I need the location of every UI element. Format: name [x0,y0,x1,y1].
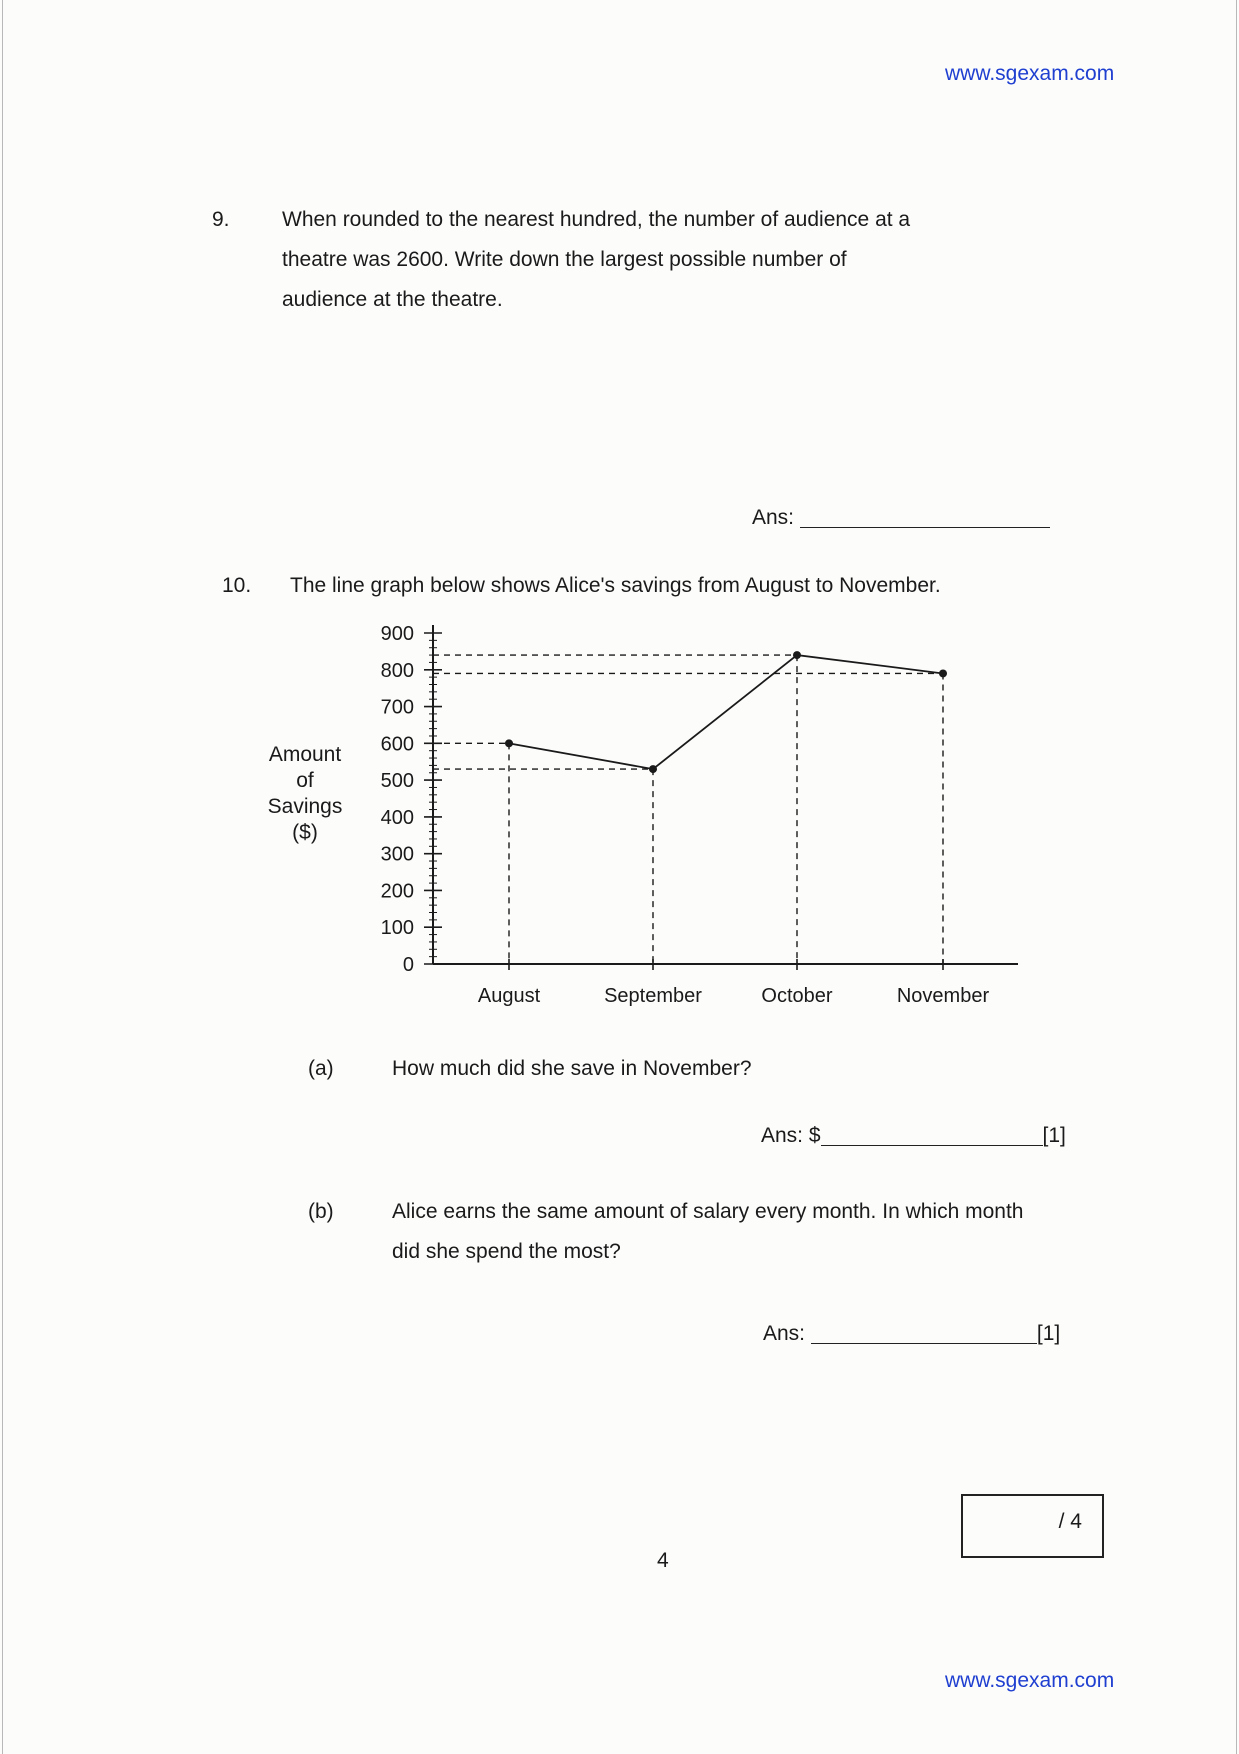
x-tick-label: August [477,985,541,1007]
q9-text [282,200,1022,320]
q10b-marks: [1] [1036,1322,1061,1345]
footer-website-link[interactable]: www.sgexam.com [945,1669,1115,1692]
q9-line-2: theatre was 2600. Write down the largest possible number of [282,248,847,271]
x-tick-label: October [761,985,833,1007]
q10-intro: The line graph below shows Alice's savings from August to November. [290,574,941,597]
y-axis-label [258,742,352,846]
y-tick-label: 400 [380,806,414,829]
y-axis-label-line-2: of [296,769,314,792]
y-tick-label: 0 [402,954,414,976]
y-tick-label: 100 [380,917,414,940]
data-point [649,765,657,773]
score-box [961,1494,1104,1558]
y-tick-label: 600 [380,733,414,756]
q9-line-3: audience at the theatre. [282,288,503,311]
x-tick-label: September [604,985,702,1007]
page-number: 4 [657,1549,669,1572]
q10b-answer [763,1314,1060,1354]
header-website-link[interactable]: www.sgexam.com [945,62,1115,85]
x-tick-label: November [896,985,990,1007]
q10b-line-1: Alice earns the same amount of salary every month. In which month [392,1200,1024,1223]
q10-number: 10. [222,574,252,597]
q10a-ans-label: Ans: $ [761,1124,821,1147]
q10a-label: (a) [308,1057,334,1080]
q10b-label: (b) [308,1200,334,1223]
savings-series-line [509,655,943,769]
q10a-marks: [1] [1042,1124,1066,1147]
q9-line-1: When rounded to the nearest hundred, the number of audience at a [282,208,911,231]
q9-number: 9. [212,208,230,231]
q10b-answer-field[interactable] [811,1321,1037,1344]
q10b-line-2: did she spend the most? [392,1240,621,1263]
data-point [793,651,801,659]
y-tick-label: 800 [380,659,414,682]
score-box-label: / 4 [1058,1510,1082,1533]
y-tick-label: 500 [380,770,414,793]
y-tick-label: 300 [380,843,414,866]
scan-left-edge [2,0,3,1754]
scan-right-edge [1236,0,1237,1754]
y-tick-label: 200 [380,880,414,903]
q9-answer-field[interactable] [800,505,1050,528]
q10b-ans-label: Ans: [763,1322,806,1345]
y-tick-label: 900 [380,623,414,645]
q9-ans-label: Ans: [752,506,795,529]
data-point [505,739,513,747]
y-axis-label-line-3: Savings [267,795,343,818]
q10b-text [392,1192,1092,1272]
q9-answer [752,498,1050,538]
q10a-text: How much did she save in November? [392,1057,752,1080]
y-axis-label-line-4: ($) [292,821,318,844]
data-point [939,669,947,677]
q10a-answer-field[interactable] [821,1123,1043,1146]
y-axis-label-line-1: Amount [268,743,342,766]
y-tick-label: 700 [380,696,414,719]
q10a-answer [761,1116,1066,1156]
